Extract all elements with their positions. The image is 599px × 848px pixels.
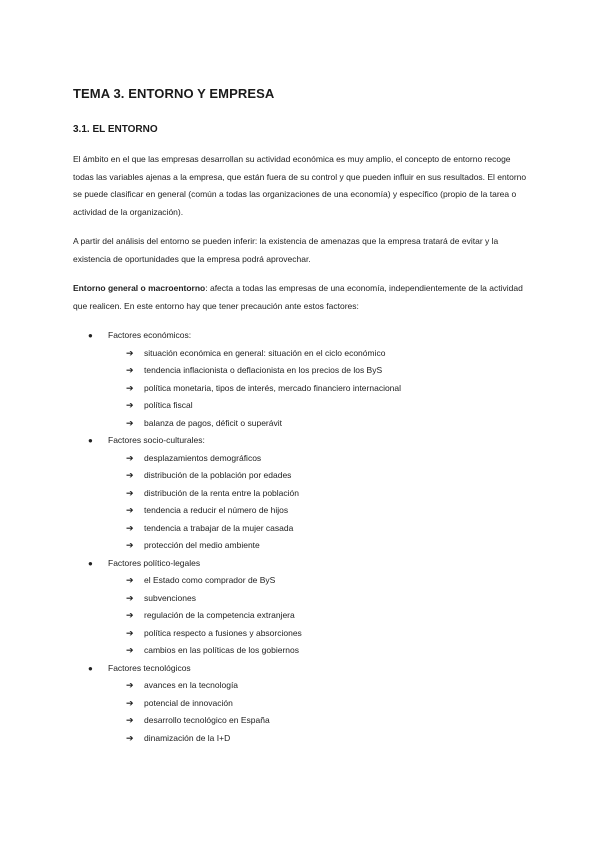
- factor-item-label: el Estado como comprador de ByS: [144, 575, 276, 585]
- arrow-right-icon: ➔: [126, 645, 134, 655]
- factor-item-label: política fiscal: [144, 400, 193, 410]
- factor-item: [88, 642, 528, 660]
- factor-item: [88, 397, 528, 415]
- factor-item: [88, 677, 528, 695]
- factor-category-label: Factores tecnológicos: [108, 662, 191, 673]
- factor-item: [88, 572, 528, 590]
- factor-item-label: avances en la tecnología: [144, 680, 239, 690]
- arrow-right-icon: ➔: [126, 627, 134, 638]
- factor-item: [88, 345, 528, 363]
- section-title: 3.1. EL ENTORNO: [73, 124, 158, 135]
- factor-item: [88, 415, 528, 433]
- arrow-right-icon: ➔: [126, 365, 134, 375]
- factor-item: [88, 380, 528, 398]
- arrow-right-icon: ➔: [126, 732, 134, 743]
- bullet-icon: ●: [88, 558, 93, 568]
- factor-item-label: potencial de innovación: [144, 697, 233, 708]
- factor-item-label: distribución de la renta entre la población: [144, 487, 299, 498]
- arrow-right-icon: ➔: [126, 680, 134, 690]
- arrow-right-icon: ➔: [126, 592, 134, 603]
- factor-item: [88, 730, 528, 748]
- arrow-right-icon: ➔: [126, 347, 134, 358]
- factor-item: [88, 450, 528, 468]
- factor-category: [88, 555, 528, 573]
- factor-category-label: Factores político-legales: [108, 557, 201, 568]
- factor-category-label: Factores socio-culturales:: [108, 435, 205, 445]
- arrow-right-icon: ➔: [126, 575, 134, 585]
- factor-item: [88, 502, 528, 520]
- factor-category-label: Factores económicos:: [108, 330, 192, 340]
- arrow-right-icon: ➔: [126, 715, 134, 725]
- factor-item: [88, 467, 528, 485]
- page-title: TEMA 3. ENTORNO Y EMPRESA: [73, 86, 275, 101]
- arrow-right-icon: ➔: [126, 697, 134, 708]
- factor-item-label: política respecto a fusiones y absorciones: [144, 627, 302, 638]
- arrow-right-icon: ➔: [126, 487, 134, 498]
- macroenvironment-definition: : afecta a todas las empresas de una economía, independientemente de la actividad que realicen. En este entorno hay que tener precaución ante estos factores:: [73, 283, 523, 311]
- factor-item: [88, 590, 528, 608]
- intro-paragraph: El ámbito en el que las empresas desarrollan su actividad económica es muy amplio, el concepto de entorno recoge todas las variables ajenas a la empresa, que están fuera de su control y que pueden influir en sus resultados. El entorno se puede clasificar en general (común a todas las organizaciones de una economía) y específico (propio de la tarea o actividad de la organización).: [73, 154, 527, 217]
- factor-item: [88, 712, 528, 730]
- analysis-paragraph: A partir del análisis del entorno se pueden inferir: la existencia de amenazas que la empresa tratará de evitar y la existencia de oportunidades que la empresa podrá aprovechar.: [73, 236, 499, 264]
- factor-category: [88, 327, 528, 345]
- factor-item-label: balanza de pagos, déficit o superávit: [144, 417, 282, 428]
- factor-category: [88, 432, 528, 450]
- macroenvironment-term: Entorno general o macroentorno: [73, 283, 206, 293]
- factor-item-label: tendencia a trabajar de la mujer casada: [144, 522, 294, 533]
- factor-item-label: cambios en las políticas de los gobiernos: [144, 645, 299, 655]
- bullet-icon: ●: [88, 331, 93, 340]
- factor-item-label: política monetaria, tipos de interés, mercado financiero internacional: [144, 382, 402, 393]
- factor-item-label: desplazamientos demográficos: [144, 452, 262, 463]
- arrow-right-icon: ➔: [126, 522, 134, 533]
- arrow-right-icon: ➔: [126, 400, 134, 410]
- factor-item: [88, 537, 528, 555]
- factor-item-label: tendencia inflacionista o deflacionista en los precios de los ByS: [144, 365, 383, 375]
- factor-item: [88, 485, 528, 503]
- factor-item-label: subvenciones: [144, 592, 196, 603]
- factor-item-label: regulación de la competencia extranjera: [144, 610, 295, 620]
- factor-item-label: dinamización de la I+D: [144, 732, 231, 743]
- factor-item-label: distribución de la población por edades: [144, 470, 292, 480]
- factor-item: [88, 520, 528, 538]
- arrow-right-icon: ➔: [126, 382, 134, 393]
- arrow-right-icon: ➔: [126, 470, 134, 480]
- factor-item-label: tendencia a reducir el número de hijos: [144, 505, 289, 515]
- arrow-right-icon: ➔: [126, 610, 134, 620]
- factor-item-label: desarrollo tecnológico en España: [144, 715, 270, 725]
- factor-item: [88, 362, 528, 380]
- arrow-right-icon: ➔: [126, 540, 134, 550]
- bullet-icon: ●: [88, 663, 93, 673]
- factor-category: [88, 660, 528, 678]
- factor-item-label: protección del medio ambiente: [144, 540, 260, 550]
- factor-item: [88, 625, 528, 643]
- arrow-right-icon: ➔: [126, 505, 134, 515]
- macroenvironment-paragraph: [73, 280, 528, 315]
- factors-list: [88, 327, 528, 747]
- factor-item-label: situación económica en general: situación en el ciclo económico: [144, 347, 386, 358]
- bullet-icon: ●: [88, 436, 93, 445]
- arrow-right-icon: ➔: [126, 452, 134, 463]
- factor-item: [88, 607, 528, 625]
- factor-item: [88, 695, 528, 713]
- arrow-right-icon: ➔: [126, 417, 134, 428]
